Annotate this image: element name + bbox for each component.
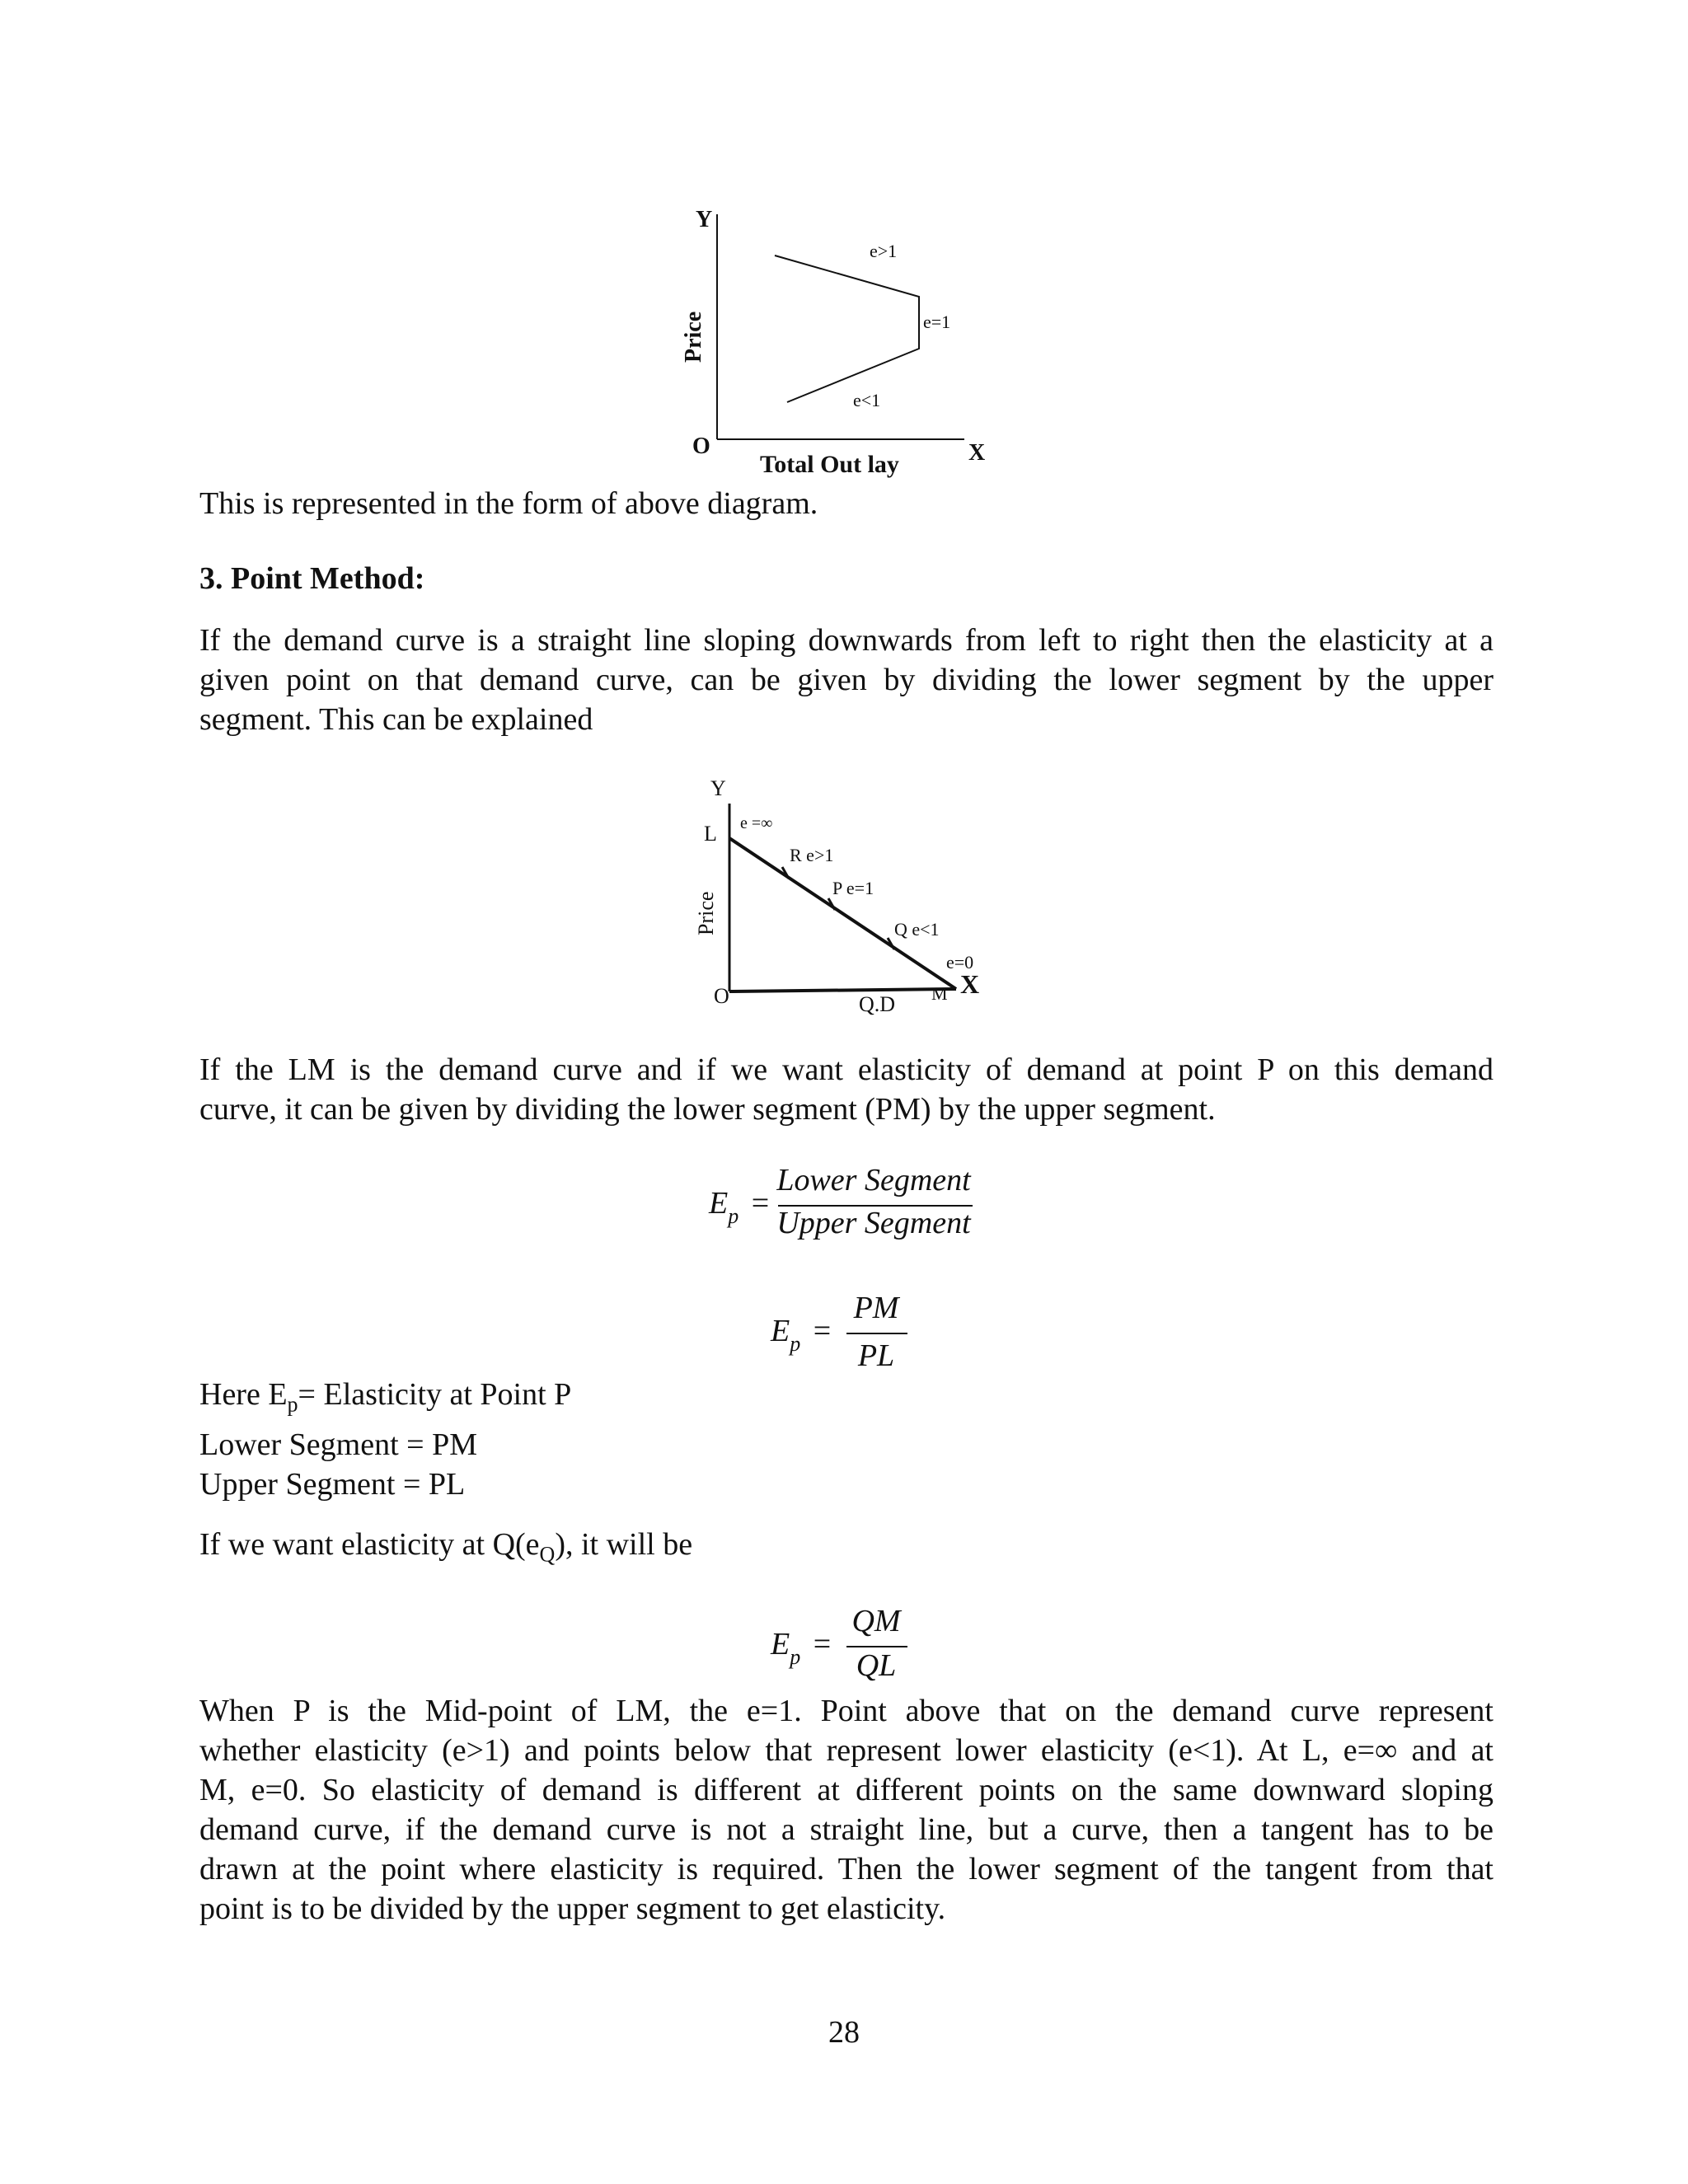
eq2-numerator: PM — [853, 1291, 899, 1325]
eq2-lhs: E — [771, 1314, 790, 1348]
label-P: P e=1 — [832, 878, 874, 898]
total-outlay-diagram — [659, 202, 1014, 490]
label-Q: Q e<1 — [894, 919, 940, 940]
y-axis-label: Y — [710, 776, 726, 800]
eq2-sub: p — [790, 1332, 801, 1356]
lm-line-2: curve, it can be given by dividing the lower segment (PM) by the upper segment. — [199, 1092, 1216, 1127]
point-method-diagram — [684, 771, 1006, 1051]
figure1-caption: This is represented in the form of above diagram. — [199, 486, 818, 521]
origin-label: O — [692, 434, 710, 459]
lm-paragraph — [199, 1050, 1493, 1129]
label-e-zero: e=0 — [946, 952, 974, 972]
final-line-4: demand curve, if the demand curve is not a straight line, but a curve, then a tangent has to be — [199, 1812, 1493, 1847]
final-line-6: point is to be divided by the upper segment to get elasticity. — [199, 1891, 946, 1926]
label-e-equal-1: e=1 — [923, 312, 951, 332]
eq3-numerator: QM — [851, 1604, 901, 1638]
eq1-denominator: Upper Segment — [776, 1206, 971, 1240]
outlay-curve — [775, 255, 919, 402]
intro-line-3: segment. This can be explained — [199, 702, 593, 737]
definition-lower: Lower Segment = PM — [199, 1427, 478, 1462]
eq3-sub: p — [790, 1645, 801, 1669]
label-e-greater-1: e>1 — [870, 241, 898, 261]
point-L-label: L — [704, 822, 717, 846]
intro-paragraph — [199, 621, 1493, 739]
q-elasticity-text: If we want elasticity at $Q(e_Q)$, it will be — [199, 1527, 693, 1567]
label-R: R e>1 — [790, 845, 834, 865]
equation-lower-upper — [709, 1162, 973, 1253]
final-line-5: drawn at the point where elasticity is required. Then the lower segment of the tangent from that — [199, 1852, 1493, 1886]
qd-label: Q.D — [859, 992, 896, 1016]
y-axis-label: Y — [696, 207, 713, 232]
origin-label: O — [714, 984, 729, 1008]
final-line-1: When P is the Mid-point of LM, the e=1. Point above that on the demand curve represent — [199, 1694, 1493, 1728]
equation-qm-ql — [771, 1603, 919, 1694]
page-number: 28 — [828, 2015, 860, 2050]
section-heading: 3. Point Method: — [199, 561, 425, 596]
eq2-denominator: PL — [857, 1338, 895, 1373]
point-M-label: M — [931, 983, 948, 1004]
eq3-equals: = — [813, 1627, 832, 1661]
demand-curve-lm — [729, 838, 956, 989]
equation-pm-pl — [771, 1290, 919, 1380]
intro-line-1: If the demand curve is a straight line sloping downwards from left to right then the elasticity at a — [199, 623, 1493, 658]
lm-line-1: If the LM is the demand curve and if we want elasticity of demand at point P on this demand — [199, 1052, 1493, 1087]
final-paragraph — [199, 1691, 1493, 1929]
definition-ep: Here $E_p=$ Elasticity at Point P — [199, 1377, 572, 1417]
x-axis — [729, 989, 956, 991]
final-line-2: whether elasticity (e>1) and points below that represent lower elasticity (e<1). At L, e=∞ and at — [199, 1733, 1493, 1768]
eq3-lhs: E — [771, 1627, 790, 1661]
price-label: Price — [694, 891, 718, 935]
label-e-less-1: e<1 — [853, 390, 881, 410]
eq2-equals: = — [813, 1314, 832, 1348]
eq3-denominator: QL — [856, 1648, 897, 1683]
eq1-lhs: E — [709, 1186, 729, 1221]
eq1-equals: = — [751, 1186, 770, 1221]
definitions — [199, 1375, 571, 1504]
x-axis-label: X — [960, 969, 980, 999]
eq1-sub: p — [728, 1204, 739, 1228]
eq1-numerator: Lower Segment — [776, 1163, 971, 1197]
price-label: Price — [681, 311, 706, 363]
final-line-3: M, e=0. So elasticity of demand is different at different points on the same downward sloping — [199, 1773, 1493, 1807]
label-e-infinity: e =∞ — [740, 814, 773, 832]
definition-upper: Upper Segment = PL — [199, 1466, 466, 1502]
intro-line-2: given point on that demand curve, can be given by dividing the lower segment by the upper — [199, 663, 1493, 697]
x-axis-label: X — [968, 440, 986, 466]
total-outlay-label: Total Out lay — [760, 451, 899, 478]
